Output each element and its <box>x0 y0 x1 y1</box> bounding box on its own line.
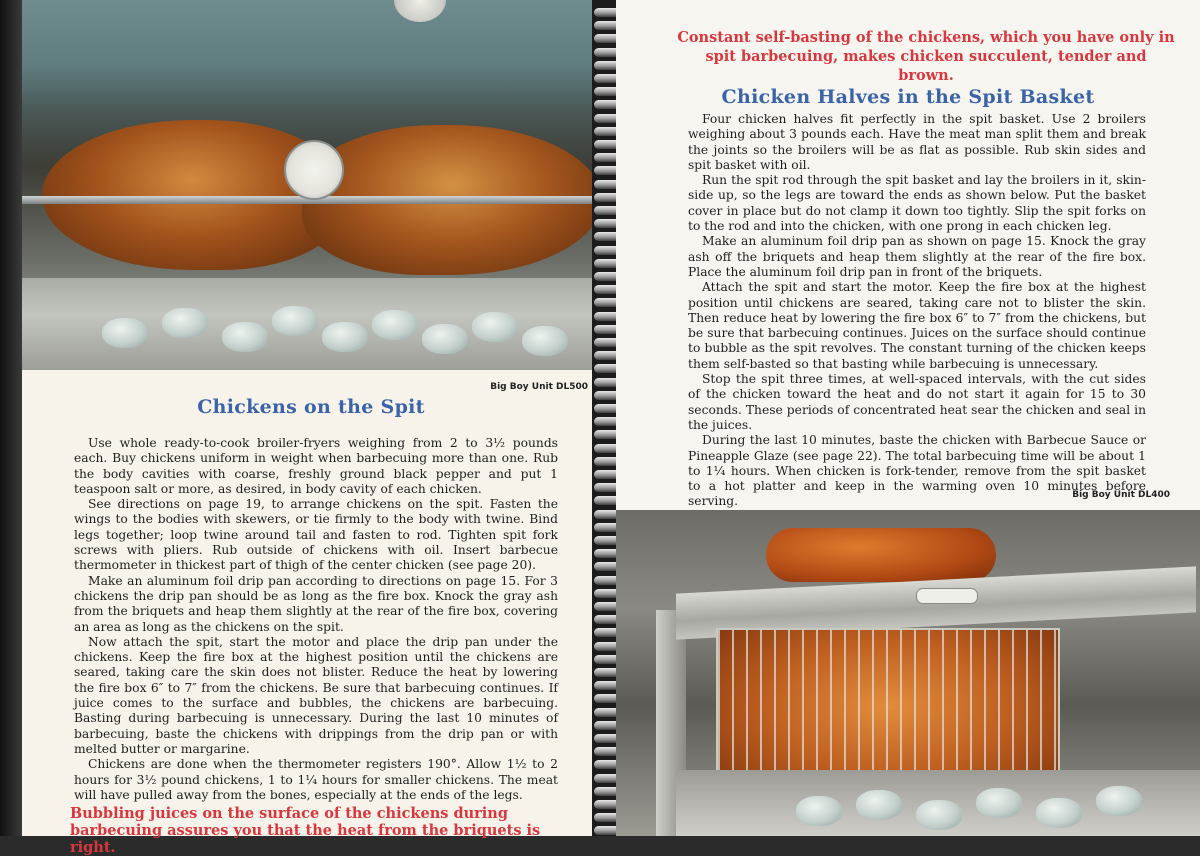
briquet <box>472 312 518 342</box>
briquet <box>1036 798 1082 828</box>
briquet <box>322 322 368 352</box>
paragraph: Now attach the spit, start the motor and place the drip pan under the chickens. Keep the fire box at the highest position until the chickens are seared, taking care the skin does not blister. Reduce the heat by lowering the fire box 6″ to 7″ from the chickens. Be sure that barbecuing continues. If juice comes to the surface and bubbles, the chickens are barbecuing. Basting during barbecuing is unnecessary. During the last 10 minutes of barbecuing, baste the chickens with drippings from the drip pan or with melted butter or margarine. <box>74 634 558 756</box>
left-page <box>22 0 600 856</box>
paragraph: See directions on page 19, to arrange chickens on the spit. Fasten the wings to the bodies with skewers, or tie firmly to the body with twine. Bind legs together; loop twine around tail and fasten to rod. Tighten spit fork screws with pliers. Rub outside of chickens with oil. Insert barbecue thermometer in thickest part of thigh of the center chicken (see page 20). <box>74 497 558 573</box>
briquet <box>102 318 148 348</box>
lid-handle <box>916 588 978 604</box>
spit-chickens-photo <box>22 0 600 370</box>
spit-basket-photo <box>616 510 1200 836</box>
paragraph: During the last 10 minutes, baste the chicken with Barbecue Sauce or Pineapple Glaze (see page 22). The total barbecuing time will be about 1 to 1¼ hours. When chicken is fork-tender, remove from the spit basket to a hot platter and keep in the warming oven 10 minutes before serving. <box>688 433 1146 509</box>
book-edge <box>0 0 22 836</box>
section-heading: Chickens on the Spit <box>197 396 425 418</box>
briquet <box>796 796 842 826</box>
photo-caption: Big Boy Unit DL500 <box>490 382 588 392</box>
paragraph: Attach the spit and start the motor. Keep the fire box at the highest position until chickens are seared, taking care not to blister the skin. Then reduce heat by lowering the fire box 6″ to 7″ from the chickens, but be sure that barbecuing continues. Juices on the surface should continue to bubble as the spit revolves. The constant turning of the chicken keeps them self-basted so that basting while barbecuing is unnecessary. <box>688 280 1146 371</box>
recipe-body <box>74 436 558 803</box>
paragraph: Run the spit rod through the spit basket and lay the broilers in it, skin-side up, so the legs are toward the ends as shown below. Put the basket cover in place but do not clamp it down too tightly. Slip the spit forks on to the rod and into the chicken, with one prong in each chicken leg. <box>688 173 1146 234</box>
briquet <box>976 788 1022 818</box>
briquet <box>422 324 468 354</box>
right-page <box>616 0 1200 836</box>
fire-box-tray <box>676 770 1200 836</box>
briquet <box>856 790 902 820</box>
grill-gauge <box>394 0 446 22</box>
paragraph: Make an aluminum foil drip pan according to directions on page 15. For 3 chickens the drip pan should be as long as the fire box. Knock the gray ash from the briquets and heap them slightly at the rear of the fire box, covering an area as long as the chickens on the spit. <box>74 573 558 634</box>
paragraph: Four chicken halves fit perfectly in the spit basket. Use 2 broilers weighing about 3 pounds each. Have the meat man split them and break the joints so the broilers will be as flat as possible. Rub skin sides and spit basket with oil. <box>688 112 1146 172</box>
briquet <box>372 310 418 340</box>
briquet <box>162 308 208 338</box>
briquet <box>272 306 318 336</box>
briquet <box>522 326 568 356</box>
paragraph: Stop the spit three times, at well-spaced intervals, with the cut sides of the chicken toward the heat and do not start it again for 15 to 30 seconds. These periods of concentrated heat sear the chicken and seal in the juices. <box>688 372 1146 432</box>
bread-loaf <box>766 528 996 582</box>
paragraph: Chickens are done when the thermometer registers 190°. Allow 1½ to 2 hours for 3½ pound chickens, 1 to 1¼ hours for smaller chickens. The meat will have pulled away from the bones, especially at the ends of the legs. <box>74 757 558 802</box>
meat-thermometer <box>284 140 344 200</box>
briquet <box>1096 786 1142 816</box>
briquet <box>222 322 268 352</box>
recipe-body <box>688 112 1146 510</box>
tip-callout: Constant self-basting of the chickens, which you have only in spit barbecuing, makes chicken succulent, tender and brown. <box>677 29 1175 84</box>
fire-box-tray <box>22 278 600 370</box>
tip-callout: Bubbling juices on the surface of the chickens during barbecuing assures you that the heat from the briquets is right. <box>70 805 541 856</box>
photo-caption: Big Boy Unit DL400 <box>1072 490 1170 500</box>
paragraph: Make an aluminum foil drip pan as shown on page 15. Knock the gray ash off the briquets and heap them slightly at the rear of the fire box. Place the aluminum foil drip pan in front of the briquets. <box>688 234 1146 279</box>
section-heading: Chicken Halves in the Spit Basket <box>721 86 1095 108</box>
briquet <box>916 800 962 830</box>
paragraph: Use whole ready-to-cook broiler-fryers weighing from 2 to 3½ pounds each. Buy chickens uniform in weight when barbecuing more than one. Rub the body cavities with coarse, freshly ground black pepper and put 1 teaspoon salt or more, as desired, in body cavity of each chicken. <box>74 436 558 496</box>
